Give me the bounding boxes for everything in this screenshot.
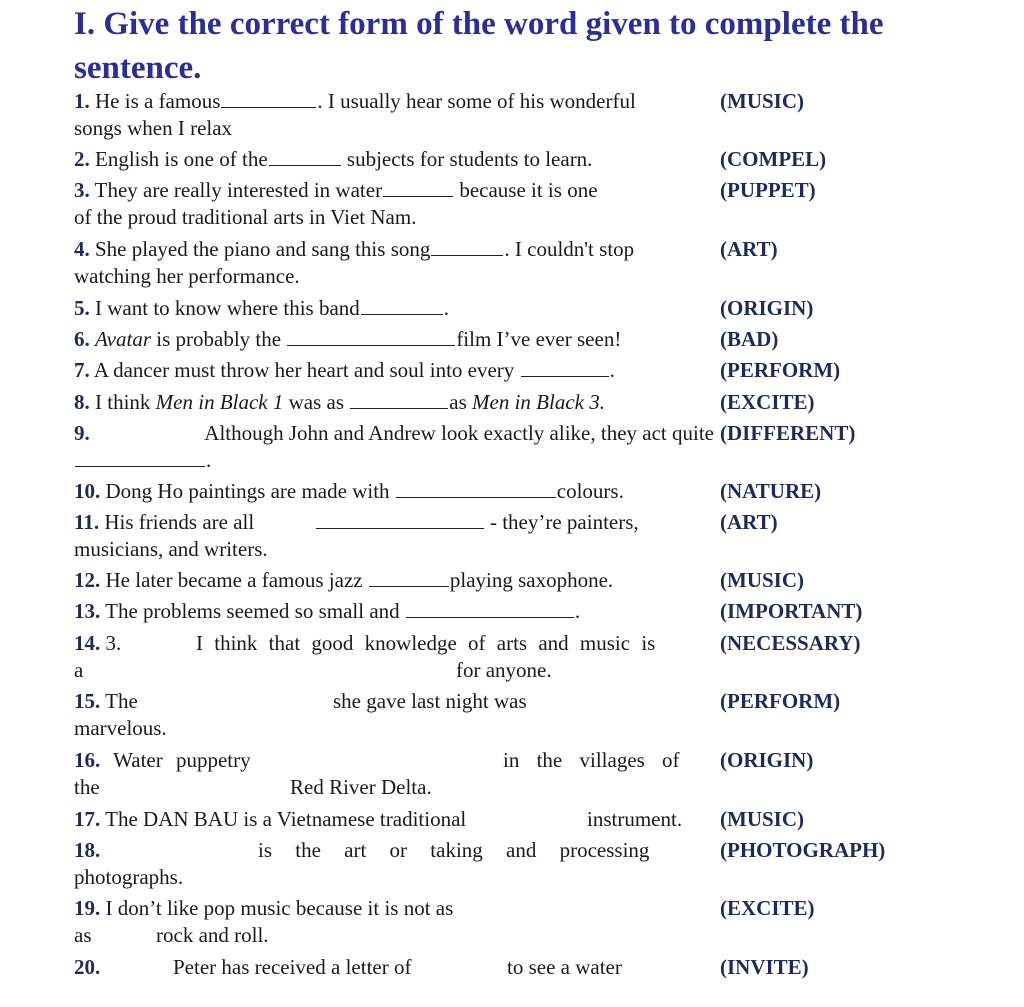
keyword-13: (IMPORTANT) [720, 599, 863, 623]
answer-blank[interactable] [383, 178, 453, 197]
question-17-mid: instrument. [587, 807, 683, 831]
question-11-cont: musicians, and writers. [74, 537, 268, 561]
question-19-cont-a: as [74, 923, 92, 947]
question-18-mid: is the art or taking and processing [258, 838, 650, 862]
keyword-12: (MUSIC) [720, 568, 804, 592]
answer-blank[interactable] [369, 568, 449, 587]
keyword-15: (PERFORM) [720, 689, 841, 713]
answer-blank[interactable] [361, 296, 443, 315]
keyword-16: (ORIGIN) [720, 748, 814, 772]
keyword-3: (PUPPET) [720, 178, 816, 202]
keyword-17: (MUSIC) [720, 807, 804, 831]
keyword-11: (ART) [720, 510, 778, 534]
answer-blank[interactable] [316, 510, 484, 529]
question-3: 3. They are really interested in water because it is one [74, 178, 598, 202]
question-16-cont-a: the [74, 775, 100, 799]
keyword-1: (MUSIC) [720, 89, 804, 113]
question-5: 5. I want to know where this band . [74, 296, 450, 320]
question-16: 16. Water puppetry [74, 748, 251, 772]
question-19-cont-b: rock and roll. [156, 923, 269, 947]
question-8: 8. I think Men in Black 1 was as as Men in Black 3. [74, 390, 605, 414]
question-7: 7. A dancer must throw her heart and soul into every . [74, 358, 615, 382]
question-14-cont-a: a [74, 658, 84, 682]
keyword-6: (BAD) [720, 327, 779, 351]
question-12: 12. He later became a famous jazz playing saxophone. [74, 568, 614, 592]
question-9: 9. Although John and Andrew look exactly alike, they act quite [74, 421, 714, 445]
answer-blank[interactable] [396, 479, 556, 498]
question-14-text: I think that good knowledge of arts and music is [196, 631, 656, 655]
answer-blank[interactable] [406, 599, 574, 618]
question-19: 19. I don’t like pop music because it is not as [74, 896, 454, 920]
keyword-2: (COMPEL) [720, 147, 827, 171]
question-3-cont: of the proud traditional arts in Viet Nam. [74, 205, 417, 229]
keyword-5: (ORIGIN) [720, 296, 814, 320]
question-4: 4. She played the piano and sang this song . I couldn't stop [74, 237, 635, 261]
question-10: 10. Dong Ho paintings are made with colours. [74, 479, 624, 503]
question-16-mid: in the villages of [503, 748, 680, 772]
keyword-14: (NECESSARY) [720, 631, 861, 655]
question-15: 15. The [74, 689, 138, 713]
question-20-end: to see a water [507, 955, 622, 979]
question-1-cont: songs when I relax [74, 116, 233, 140]
answer-blank[interactable] [521, 358, 609, 377]
question-16-cont-b: Red River Delta. [290, 775, 432, 799]
question-6: 6. Avatar is probably the film I’ve ever seen! [74, 327, 622, 351]
question-18-cont: photographs. [74, 865, 184, 889]
question-18: 18. [74, 838, 101, 862]
question-13: 13. The problems seemed so small and . [74, 599, 581, 623]
question-9-cont: . [74, 447, 211, 474]
keyword-7: (PERFORM) [720, 358, 841, 382]
page-title: I. Give the correct form of the word given to complete the sentence. [74, 6, 884, 86]
keyword-8: (EXCITE) [720, 390, 815, 414]
question-1: 1. He is a famous . I usually hear some of his wonderful [74, 89, 636, 113]
keyword-4: (ART) [720, 237, 778, 261]
question-4-cont: watching her performance. [74, 264, 300, 288]
answer-blank[interactable] [431, 237, 503, 256]
question-11: 11. His friends are all - they’re painters, [74, 510, 639, 534]
question-20: 20. [74, 955, 101, 979]
answer-blank[interactable] [287, 327, 455, 346]
answer-blank[interactable] [269, 147, 341, 166]
question-17: 17. The DAN BAU is a Vietnamese traditional [74, 807, 467, 831]
keyword-20: (INVITE) [720, 955, 809, 979]
keyword-9: (DIFFERENT) [720, 421, 856, 445]
answer-blank[interactable] [350, 390, 448, 409]
question-14-cont-b: for anyone. [456, 658, 552, 682]
answer-blank[interactable] [221, 89, 316, 108]
question-20-mid: Peter has received a letter of [173, 955, 412, 979]
answer-blank[interactable] [75, 448, 205, 467]
question-15-mid: she gave last night was [333, 689, 527, 713]
keyword-18: (PHOTOGRAPH) [720, 838, 886, 862]
question-15-cont: marvelous. [74, 716, 167, 740]
keyword-19: (EXCITE) [720, 896, 815, 920]
question-14: 14. 3. [74, 631, 122, 655]
keyword-10: (NATURE) [720, 479, 822, 503]
question-2: 2. English is one of the subjects for students to learn. [74, 147, 593, 171]
